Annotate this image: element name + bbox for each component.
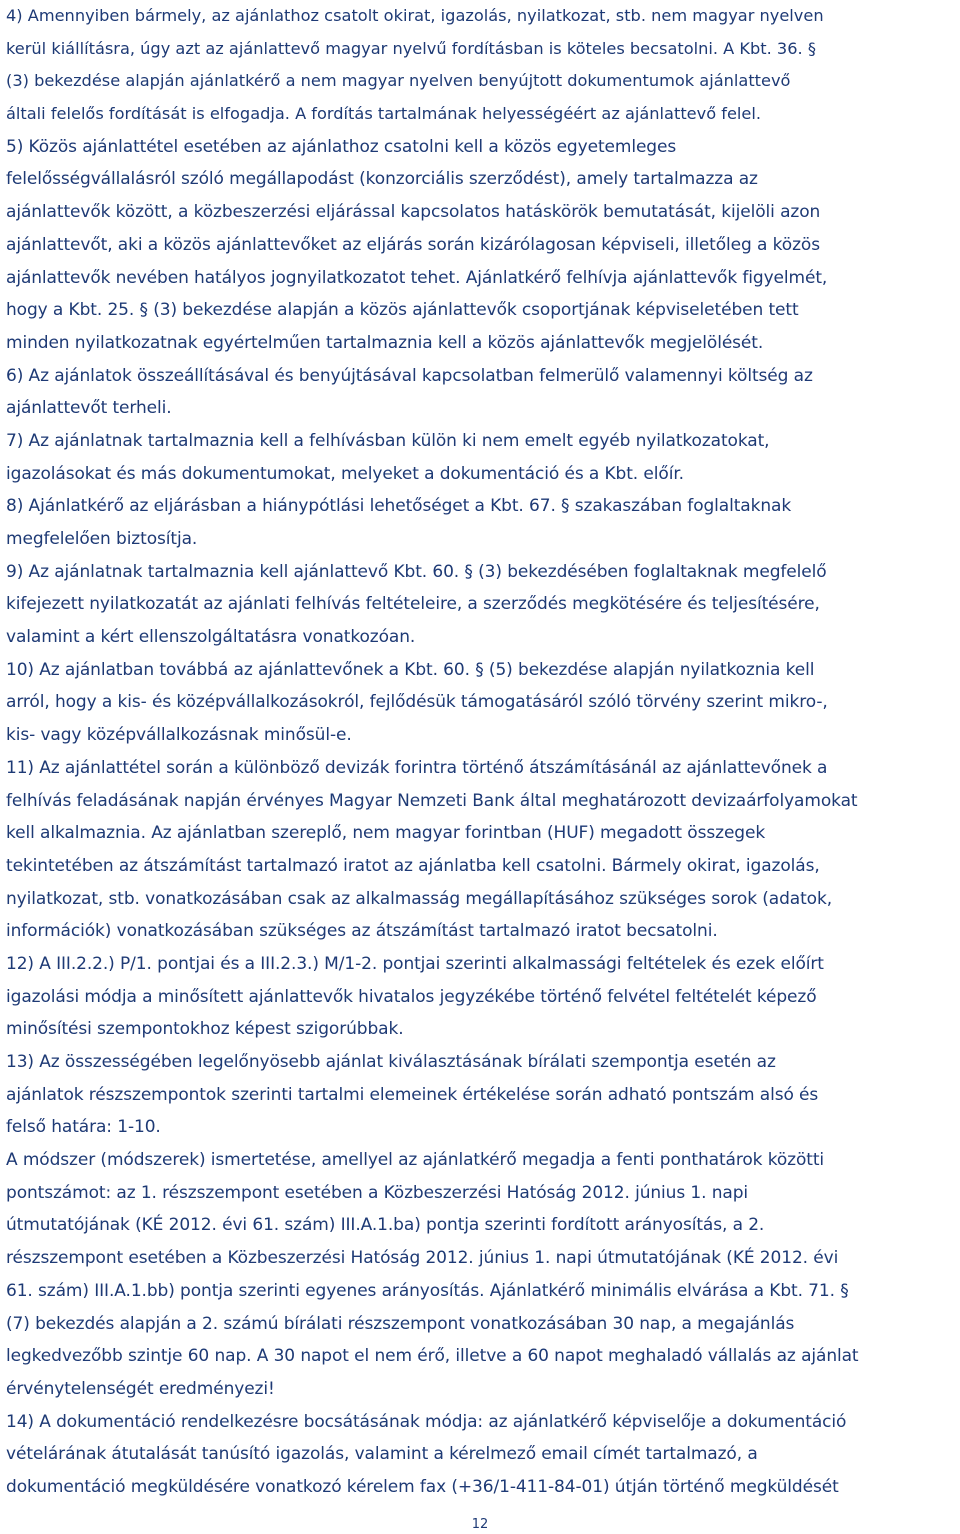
text-line: részszempont esetében a Közbeszerzési Hatóság 2012. június 1. napi útmutatójának (KÉ 2012. évi: [6, 1248, 839, 1269]
text-line: 5) Közös ajánlattétel esetében az ajánlathoz csatolni kell a közös egyetemleges: [6, 136, 677, 157]
text-line: minden nyilatkozatnak egyértelműen tartalmaznia kell a közös ajánlattevők megjelölését.: [6, 332, 764, 353]
text-line: felső határa: 1-10.: [6, 1117, 161, 1138]
document-body: [6, 0, 956, 1504]
text-line: legkedvezőbb szintje 60 nap. A 30 napot el nem érő, illetve a 60 napot meghaladó vállalás az ajánlat: [6, 1346, 859, 1367]
text-line: információk) vonatkozásában szükséges az átszámítást tartalmazó iratot becsatolni.: [6, 921, 718, 942]
text-line: nyilatkozat, stb. vonatkozásában csak az alkalmasság megállapításához szükséges sorok (adatok,: [6, 888, 833, 909]
text-line: 9) Az ajánlatnak tartalmaznia kell ajánlattevő Kbt. 60. § (3) bekezdésében foglaltaknak megfelelő: [6, 561, 827, 582]
text-line: ajánlattevőt, aki a közös ajánlattevőket az eljárás során kizárólagosan képviseli, illetőleg a közös: [6, 234, 820, 255]
text-line: megfelelően biztosítja.: [6, 529, 198, 549]
text-line: 7) Az ajánlatnak tartalmaznia kell a felhívásban külön ki nem emelt egyéb nyilatkozatokat,: [6, 430, 770, 451]
text-line: ajánlatok részszempontok szerinti tartalmi elemeinek értékelése során adható pontszám alsó és: [6, 1084, 819, 1105]
text-line: 14) A dokumentáció rendelkezésre bocsátásának módja: az ajánlatkérő képviselője a dokumentáció: [6, 1411, 847, 1432]
text-line: kerül kiállításra, úgy azt az ajánlattevő magyar nyelvű fordításban is köteles becsatolni. A Kbt. 36. §: [6, 38, 816, 58]
text-line: igazolásokat és más dokumentumokat, melyeket a dokumentáció és a Kbt. előír.: [6, 463, 684, 484]
text-line: (3) bekezdése alapján ajánlatkérő a nem magyar nyelven benyújtott dokumentumok ajánlattevő: [6, 71, 791, 91]
text-line: kell alkalmaznia. Az ajánlatban szereplő, nem magyar forintban (HUF) megadott összegek: [6, 823, 766, 844]
text-line: 6) Az ajánlatok összeállításával és benyújtásával kapcsolatban felmerülő valamennyi költség az: [6, 365, 813, 386]
page-number: 12: [471, 1517, 489, 1532]
text-line: (7) bekezdés alapján a 2. számú bírálati részszempont vonatkozásában 30 nap, a megajánlás: [6, 1313, 795, 1334]
text-line: arról, hogy a kis- és középvállalkozásokról, fejlődésük támogatásáról szóló törvény szerint mikro-,: [6, 692, 828, 713]
text-line: 4) Amennyiben bármely, az ajánlathoz csatolt okirat, igazolás, nyilatkozat, stb. nem magyar nyelven: [6, 6, 824, 25]
text-line: ajánlattevőt terheli.: [6, 398, 172, 419]
text-line: ajánlattevők között, a közbeszerzési eljárással kapcsolatos hatáskörök bemutatását, kijelöli azon: [6, 202, 821, 223]
text-line: ajánlattevők nevében hatályos jognyilatkozatot tehet. Ajánlatkérő felhívja ajánlattevők figyelmét,: [6, 267, 828, 288]
text-line: igazolási módja a minősített ajánlattevők hivatalos jegyzékébe történő felvétel feltételét képező: [6, 986, 817, 1007]
text-line: pontszámot: az 1. részszempont esetében a Közbeszerzési Hatóság 2012. június 1. napi: [6, 1182, 749, 1203]
text-line: tekintetében az átszámítást tartalmazó iratot az ajánlatba kell csatolni. Bármely okirat, igazolás,: [6, 855, 820, 876]
text-line: vételárának átutalását tanúsító igazolás, valamint a kérelmező email címét tartalmazó, a: [6, 1444, 758, 1465]
text-line: 61. szám) III.A.1.bb) pontja szerinti egyenes arányosítás. Ajánlatkérő minimális elvárása a Kbt. 71. §: [6, 1280, 849, 1301]
text-line: dokumentáció megküldésére vonatkozó kérelem fax (+36/1-411-84-01) útján történő megküldését: [6, 1476, 839, 1497]
text-line: kifejezett nyilatkozatát az ajánlati felhívás feltételeire, a szerződés megkötésére és teljesítésére,: [6, 594, 820, 615]
text-line: 11) Az ajánlattétel során a különböző devizák forintra történő átszámításánál az ajánlattevőnek a: [6, 757, 828, 778]
text-line: felelősségvállalásról szóló megállapodást (konzorciális szerződést), amely tartalmazza az: [6, 169, 758, 190]
text-line: 10) Az ajánlatban továbbá az ajánlattevőnek a Kbt. 60. § (5) bekezdése alapján nyilatkoznia kell: [6, 659, 815, 680]
text-line: 8) Ajánlatkérő az eljárásban a hiánypótlási lehetőséget a Kbt. 67. § szakaszában foglaltaknak: [6, 496, 792, 517]
text-line: 12) A III.2.2.) P/1. pontjai és a III.2.3.) M/1-2. pontjai szerinti alkalmassági feltételek és ezek előírt: [6, 953, 824, 974]
text-line: felhívás feladásának napján érvényes Magyar Nemzeti Bank által meghatározott devizaárfolyamokat: [6, 790, 858, 811]
text-line: általi felelős fordítását is elfogadja. A fordítás tartalmának helyességéért az ajánlattevő felel.: [6, 104, 762, 124]
text-line: útmutatójának (KÉ 2012. évi 61. szám) III.A.1.ba) pontja szerinti fordított arányosítás, a 2.: [6, 1215, 765, 1236]
text-line: minősítési szempontokhoz képest szigorúbbak.: [6, 1019, 404, 1040]
text-line: A módszer (módszerek) ismertetése, amellyel az ajánlatkérő megadja a fenti ponthatárok közötti: [6, 1150, 825, 1171]
text-line: hogy a Kbt. 25. § (3) bekezdése alapján a közös ajánlattevők csoportjának képviseletében tett: [6, 300, 799, 321]
text-line: 13) Az összességében legelőnyösebb ajánlat kiválasztásának bírálati szempontja esetén az: [6, 1052, 776, 1072]
text-line: kis- vagy középvállalkozásnak minősül-e.: [6, 725, 352, 746]
text-line: érvénytelenségét eredményezi!: [6, 1378, 275, 1399]
text-line: valamint a kért ellenszolgáltatásra vonatkozóan.: [6, 627, 416, 648]
